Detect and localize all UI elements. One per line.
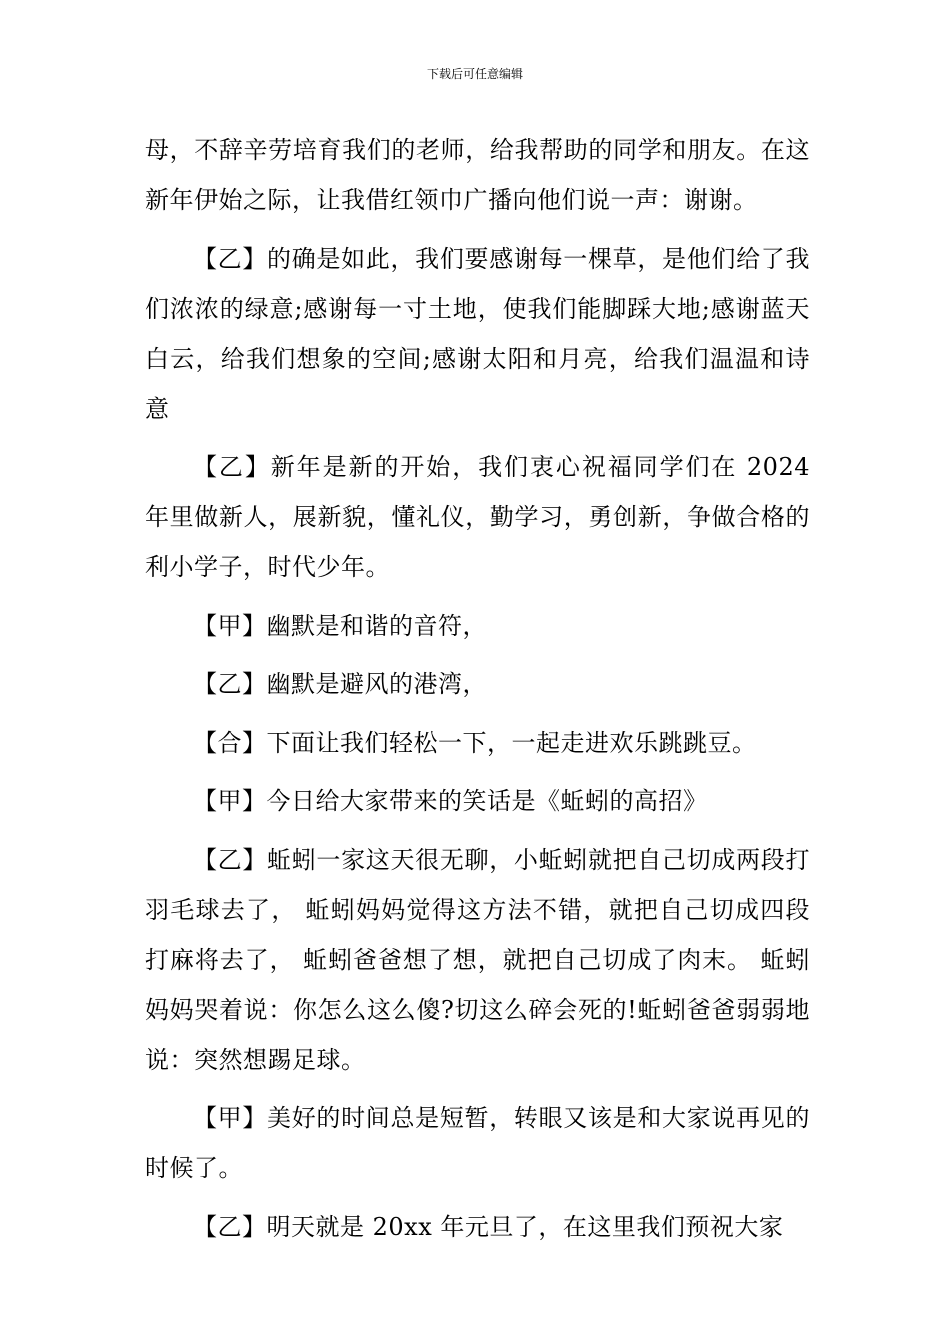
paragraph-3: 【乙】新年是新的开始，我们衷心祝福同学们在 2024 年里做新人，展新貌，懂礼仪，勤学习，勇创新，争做合格的利小学子，时代少年。 (145, 453, 810, 581)
paragraph-10: 【乙】明天就是 20xx 年元旦了，在这里我们预祝大家 (193, 1212, 784, 1241)
paragraph-8: 【乙】蚯蚓一家这天很无聊，小蚯蚓就把自己切成两段打羽毛球去了， 蚯蚓妈妈觉得这方法不错，就把自己切成四段打麻将去了， 蚯蚓爸爸想了想，就把自己切成了肉末。 蚯蚓妈妈哭着说：你怎么这么傻?切这么碎会死的!蚯蚓爸爸弱弱地说：突然想踢足球。 (145, 845, 810, 1074)
paragraph-4: 【甲】幽默是和谐的音符， (193, 611, 487, 640)
paragraph-5: 【乙】幽默是避风的港湾， (193, 670, 487, 698)
page-header-note: 下载后可任意编辑 (426, 67, 523, 81)
paragraph-1: 母，不辞辛劳培育我们的老师，给我帮助的同学和朋友。在这新年伊始之际，让我借红领巾广播向他们说一声：谢谢。 (145, 136, 810, 214)
paragraph-2: 【乙】的确是如此，我们要感谢每一棵草，是他们给了我们浓浓的绿意;感谢每一寸土地，使我们能脚踩大地;感谢蓝天白云，给我们想象的空间;感谢太阳和月亮，给我们温温和诗意 (145, 244, 810, 423)
paragraph-6: 【合】下面让我们轻松一下，一起走进欢乐跳跳豆。 (193, 728, 757, 757)
paragraph-9: 【甲】美好的时间总是短暂，转眼又该是和大家说再见的时候了。 (145, 1104, 810, 1182)
paragraph-7: 【甲】今日给大家带来的笑话是《蚯蚓的高招》 (193, 787, 708, 815)
document-body (145, 125, 810, 1260)
